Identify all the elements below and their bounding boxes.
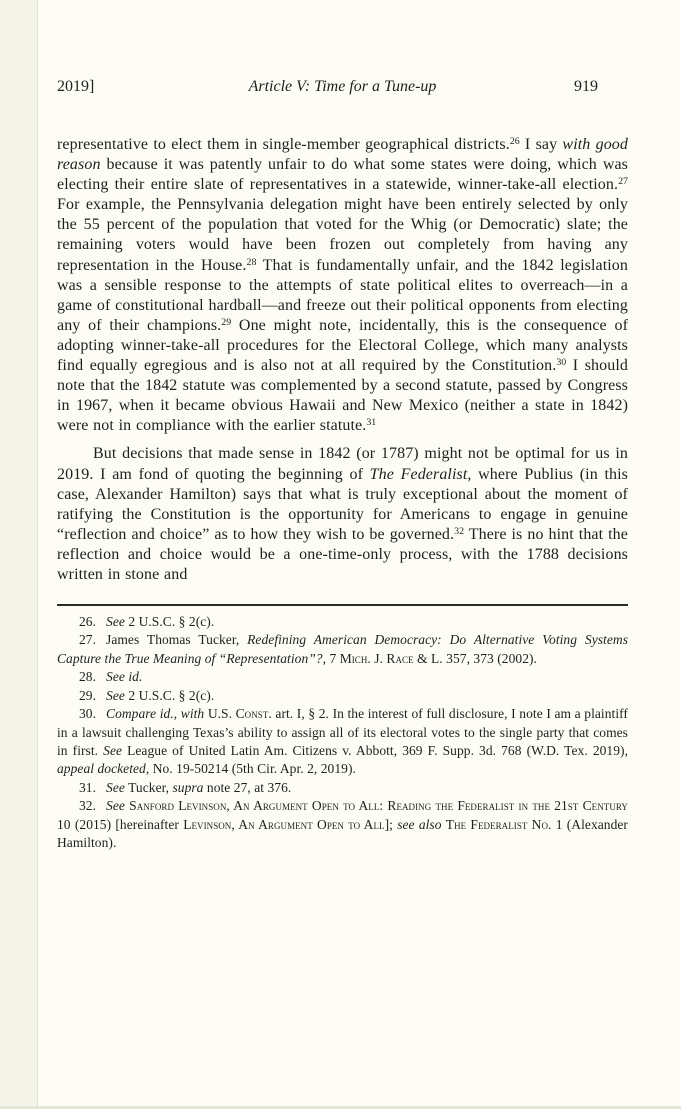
text-run: Const. [235, 706, 272, 722]
text-run: See [106, 779, 125, 795]
text-run: The Federalist No. [445, 816, 552, 832]
text-run: 30. [79, 706, 97, 722]
text-run: , No. 19-50214 (5th Cir. Apr. 2, 2019). [145, 761, 356, 777]
text-run: See [106, 798, 125, 814]
text-run: See [106, 614, 125, 630]
text-run: representative to elect them in single-member geographical districts. [57, 136, 510, 153]
text-run: U.S. [204, 706, 236, 722]
text-run: 26. [79, 614, 97, 630]
text-run: 27. [79, 632, 97, 648]
footnote-reference: 26 [509, 136, 520, 148]
footnotes-section [57, 613, 628, 852]
header-year-bracket: 2019] [57, 78, 95, 95]
footnote-32 [57, 797, 628, 852]
text-run: Compare id. [106, 706, 174, 722]
text-run: 29. [79, 687, 97, 703]
footnote-reference: 32 [454, 525, 465, 537]
text-run: That is fundamentally unfair, and the 1842 legislation was a sensible response to the attempts of state political elites to overreach—in a game of constitutional hardball—and freeze out their political opponents from electing any of their champions. [57, 256, 628, 334]
footnote-reference: 29 [221, 316, 232, 328]
body-paragraph-1 [57, 135, 628, 436]
text-run: Mich. J. Race & L. [339, 650, 443, 666]
text-run: 2 U.S.C. § 2(c). [124, 614, 215, 630]
text-run: James Thomas Tucker, [106, 632, 248, 648]
text-run: 32. [79, 798, 97, 814]
text-run: 2 U.S.C. § 2(c). [124, 687, 215, 703]
text-run: There is no hint that the reflection and choice would be a one-time-only process, with the 1788 decisions written in stone and [57, 525, 628, 583]
text-run: 10 (2015) [hereinafter [57, 816, 184, 832]
header-page-number: 919 [574, 78, 598, 95]
footnote-separator-rule [57, 604, 628, 606]
text-run: See [106, 687, 125, 703]
footnote-30 [57, 705, 628, 779]
footnote-reference: 30 [556, 357, 567, 369]
text-run: appeal docketed [57, 761, 146, 777]
text-run: See [103, 742, 123, 758]
footnote-reference: 28 [246, 256, 257, 268]
text-run: League of United Latin Am. Citizens v. Abbott, 369 F. Supp. 3d. 768 (W.D. Tex. 2019), [122, 742, 628, 758]
page-gutter-shadow [0, 0, 38, 1109]
footnote-27 [57, 631, 628, 668]
text-run: Redefining American Democracy: Do Alternative Voting Systems Capture the True Meaning of “Representation”? [57, 632, 628, 666]
text-run: 357, 373 (2002). [442, 650, 537, 666]
text-run: with [180, 706, 205, 722]
header-article-title: Article V: Time for a Tune-up [248, 78, 437, 95]
text-run: 31. [79, 779, 97, 795]
text-run: where Publius (in this case, Alexander Hamilton) says that what is truly exceptional about the moment of ratifying the Constitution is the opportunity for Americans to engage in genuine “reflection and choice” as to how they wish to be governed. [57, 465, 629, 543]
text-run: I should note that the 1842 statute was complemented by a second statute, passed by Congress in 1967, when it became obvious Hawaii and New Mexico (neither a state in 1842) were not in compliance with the earlier statute. [57, 357, 628, 435]
footnote-29 [57, 687, 628, 705]
text-run: Sanford Levinson, An Argument Open to All: Reading the Federalist in the 21st Century [129, 798, 628, 814]
text-run: But decisions that made sense in 1842 (or 1787) might not be optimal for us in 2019. I am fond of quoting the beginning of [57, 445, 628, 483]
footnote-reference: 31 [366, 417, 377, 429]
text-run: The Federalist, [369, 465, 472, 483]
text-run: ]; [384, 816, 398, 832]
text-run: For example, the Pennsylvania delegation might have been entirely selected by only the 55 percent of the population that voted for the Whig (or Democratic) slate; the remaining voters would have been frozen out completely from having any representation in the House. [57, 196, 628, 274]
text-run: because it was patently unfair to do what some states were doing, which was electing their entire slate of representatives in a statewide, winner-take-all election. [57, 156, 628, 194]
text-run: note 27, at 376. [203, 779, 292, 795]
text-run: 1 (Alexander Hamilton). [57, 816, 628, 850]
running-header [57, 77, 628, 97]
page-content [57, 0, 628, 852]
footnote-reference: 27 [618, 176, 628, 188]
text-run: art. I, § 2. In the interest of full disclosure, I note I am a plaintiff in a lawsuit challenging Texas’s ability to assign all of its electoral votes to the single party that comes in first. [57, 706, 628, 758]
text-run: Levinson, An Argument Open to All [183, 816, 385, 832]
text-run: I say [519, 136, 563, 153]
text-run: with good reason [57, 136, 629, 174]
footnote-31 [57, 779, 628, 797]
text-run: 28. [79, 669, 97, 685]
text-run: , 7 [322, 650, 340, 666]
text-run: see also [397, 816, 442, 832]
body-paragraph-2 [57, 444, 628, 585]
text-run: Tucker, [124, 779, 173, 795]
footnote-28 [57, 668, 628, 686]
footnote-26 [57, 613, 628, 631]
text-run: See id. [106, 669, 143, 685]
text-run: supra [172, 779, 204, 795]
article-body [57, 135, 628, 585]
text-run: , [173, 706, 181, 722]
text-run: One might note, incidentally, this is the consequence of adopting winner-take-all procedures for the Electoral College, which many analysts find equally egregious and is also not at all required by the Constitution. [57, 316, 629, 375]
